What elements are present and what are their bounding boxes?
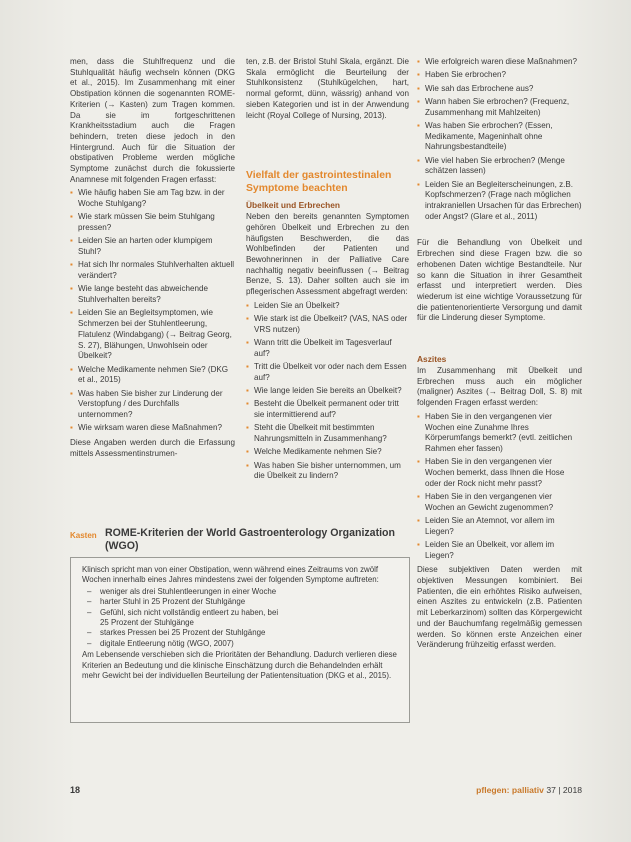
paragraph: ten, z.B. der Bristol Stuhl Skala, ergänzt. Die Skala ermöglicht die Beurteilung der Stuhlkonsistenz (Stuhlkügelchen, hart, normal geformt, dünn, wässrig) anhand von sieben Kategorien und ist in der Anwendung leicht (Royal College of Nursing, 2013). xyxy=(246,57,409,120)
list-item: ▪ Leiden Sie an Begleitsymptomen, wie Schmerzen bei der Stuhlentleerung, Flatulenz (Windabgang) (→ Beitrag Georg, S. 27), Blähungen, Unwohlsein oder Übelkeit? xyxy=(70,308,235,362)
criteria-list xyxy=(82,587,287,649)
box-title: ROME-Kriterien der World Gastroenterology Organization (WGO) xyxy=(105,527,395,552)
question-list xyxy=(417,412,582,562)
list-item: ▪ Leiden Sie an Übelkeit? xyxy=(246,301,409,312)
paragraph: Diese Angaben werden durch die Erfassung mittels Assessmentinstrumen- xyxy=(70,437,235,458)
list-item: ▪ Haben Sie in den vergangenen vier Wochen bemerkt, dass Ihnen die Hose oder der Rock nicht mehr passt? xyxy=(417,457,582,489)
column-middle-top xyxy=(246,57,409,121)
subheading-nausea: Übelkeit und Erbrechen xyxy=(246,200,341,211)
list-item: ▪ Steht die Übelkeit mit bestimmten Nahrungsmitteln in Zusammenhang? xyxy=(246,423,409,444)
list-item: ▪ Wie wirksam waren diese Maßnahmen? xyxy=(70,423,235,434)
column-middle-section xyxy=(246,170,409,485)
box-closing: Am Lebensende verschieben sich die Prioritäten der Behandlung. Dadurch verlieren diese Kriterien an Bedeutung und die klinische Einschätzung durch die Behandelnden erhält mehr Gewicht bei der individuellen Beurteilung der Patientensituation (DKG et al., 2015). xyxy=(82,650,397,681)
info-box xyxy=(70,557,410,723)
list-item: ▪ Haben Sie in den vergangenen vier Wochen an Gewicht zugenommen? xyxy=(417,492,582,513)
paragraph: Für die Behandlung von Übelkeit und Erbrechen sind diese Fragen bzw. die so erhobenen Daten wichtige Bestandteile. Nur so kann die Situation in ihrer Gesamtheit erfasst und interpretiert werden. Dies wiederum ist eine wichtige Voraussetzung für die patientenorientierte Versorgung und damit für die Linderung dieser Symptome. xyxy=(417,238,582,323)
column-right xyxy=(417,57,582,651)
criteria-item: – starkes Pressen bei 25 Prozent der Stuhlgänge xyxy=(82,628,287,638)
list-item: ▪ Was haben Sie bisher unternommen, um die Übelkeit zu lindern? xyxy=(246,461,409,482)
list-item: ▪ Wie sah das Erbrochene aus? xyxy=(417,84,582,95)
list-item: ▪ Leiden Sie an Atemnot, vor allem im Liegen? xyxy=(417,516,582,537)
list-item: ▪ Wie lange besteht das abweichende Stuhlverhalten bereits? xyxy=(70,284,235,305)
question-list xyxy=(417,57,582,222)
list-item: ▪ Haben Sie erbrochen? xyxy=(417,70,582,81)
list-item: ▪ Wie lange leiden Sie bereits an Übelkeit? xyxy=(246,386,409,397)
criteria-item: – harter Stuhl in 25 Prozent der Stuhlgänge xyxy=(82,597,287,607)
question-list xyxy=(246,301,409,482)
journal-name: pflegen: palliativ xyxy=(476,785,544,795)
list-item: ▪ Was haben Sie bisher zur Linderung der Verstopfung / des Durchfalls unternommen? xyxy=(70,389,235,421)
criteria-item: – Gefühl, sich nicht vollständig entleert zu haben, bei 25 Prozent der Stuhlgänge xyxy=(82,608,287,629)
paragraph: men, dass die Stuhlfrequenz und die Stuhlqualität häufig wechseln können (DKG et al., 2015). Im Zusammenhang mit einer Obstipation können die sogenannten ROME-Kriterien (→ Kasten) zum Tragen kommen. Da sie im fortgeschrittenen Krankheitsstadium auch die Fragen behindern, treten diese jedoch in den Hintergrund. Auch für die Situation der obstipativen Probleme werden mögliche Symptome zunächst durch die fokussierte Anamnese mit folgenden Fragen erfasst: xyxy=(70,57,235,184)
list-item: ▪ Tritt die Übelkeit vor oder nach dem Essen auf? xyxy=(246,362,409,383)
list-item: ▪ Wann haben Sie erbrochen? (Frequenz, Zusammenhang mit Mahlzeiten) xyxy=(417,97,582,118)
list-item: ▪ Welche Medikamente nehmen Sie? xyxy=(246,447,409,458)
criteria-item: – digitale Entleerung nötig (WGO, 2007) xyxy=(82,639,287,649)
list-item: ▪ Wie erfolgreich waren diese Maßnahmen? xyxy=(417,57,582,68)
question-list xyxy=(70,188,235,434)
journal-footer xyxy=(476,785,582,795)
paragraph: Diese subjektiven Daten werden mit objektiven Messungen kombiniert. Bei Patienten, die ein erhöhtes Risiko aufweisen, einen Aszites zu entwickeln (z.B. Patienten mit Leberkarzinom) sollten das Körpergewicht und der Bauchumfang regelmäßig gemessen werden. So können erste Anzeichen einer Veränderung frühzeitig erfasst werden. xyxy=(417,565,582,650)
list-item: ▪ Was haben Sie erbrochen? (Essen, Medikamente, Mageninhalt ohne Nahrungsbestandteile) xyxy=(417,121,582,153)
list-item: ▪ Wie häufig haben Sie am Tag bzw. in der Woche Stuhlgang? xyxy=(70,188,235,209)
paragraph: Im Zusammenhang mit Übelkeit und Erbrechen muss auch ein möglicher (maligner) Aszites (→ Beitrag Doll, S. 8) mit folgenden Fragen erfasst werden: xyxy=(417,366,582,408)
list-item: ▪ Wie stark ist die Übelkeit? (VAS, NAS oder VRS nutzen) xyxy=(246,314,409,335)
list-item: ▪ Leiden Sie an Begleiterscheinungen, z.B. Kopfschmerzen? (Frage nach möglichen intrakraniellen Ursachen für das Erbrechen) oder Angst? (Glare et al., 2011) xyxy=(417,180,582,223)
list-item: ▪ Haben Sie in den vergangenen vier Wochen eine Zunahme Ihres Körperumfangs bemerkt? (evtl. zeitlichen Rahmen eher fassen) xyxy=(417,412,582,455)
list-item: ▪ Wann tritt die Übelkeit im Tagesverlauf auf? xyxy=(246,338,409,359)
criteria-item: – weniger als drei Stuhlentleerungen in einer Woche xyxy=(82,587,287,597)
box-intro: Klinisch spricht man von einer Obstipation, wenn während eines Zeitraums von zwölf Wochen innerhalb eines Jahres mindestens zwei der folgenden Symptome auftreten: xyxy=(82,565,379,585)
list-item: ▪ Hat sich Ihr normales Stuhlverhalten aktuell verändert? xyxy=(70,260,235,281)
box-label: Kasten xyxy=(70,531,97,540)
list-item: ▪ Welche Medikamente nehmen Sie? (DKG et al., 2015) xyxy=(70,365,235,386)
journal-issue: 37 | 2018 xyxy=(546,785,582,795)
list-item: ▪ Besteht die Übelkeit permanent oder tritt sie intermittierend auf? xyxy=(246,399,409,420)
list-item: ▪ Wie stark müssen Sie beim Stuhlgang pressen? xyxy=(70,212,235,233)
list-item: ▪ Leiden Sie an harten oder klumpigem Stuhl? xyxy=(70,236,235,257)
list-item: ▪ Leiden Sie an Übelkeit, vor allem im Liegen? xyxy=(417,540,582,561)
list-item: ▪ Wie viel haben Sie erbrochen? (Menge schätzen lassen) xyxy=(417,156,582,177)
paragraph: Neben den bereits genannten Symptomen gehören Übelkeit und Erbrechen zu den häufigsten Beschwerden, die das Wohlbefinden der Patienten und Bewohnerinnen in der Palliative Care nachhaltig negativ beeinflussen (→ Beitrag Benze, S. 13). Daher sollten auch sie im pflegerischen Assessment abgefragt werden: xyxy=(246,212,409,297)
subheading-ascites: Aszites xyxy=(417,354,447,365)
page-number: 18 xyxy=(70,785,81,795)
column-left xyxy=(70,57,235,459)
section-heading: Vielfalt der gastrointestinalen Symptome beachten xyxy=(246,170,392,194)
